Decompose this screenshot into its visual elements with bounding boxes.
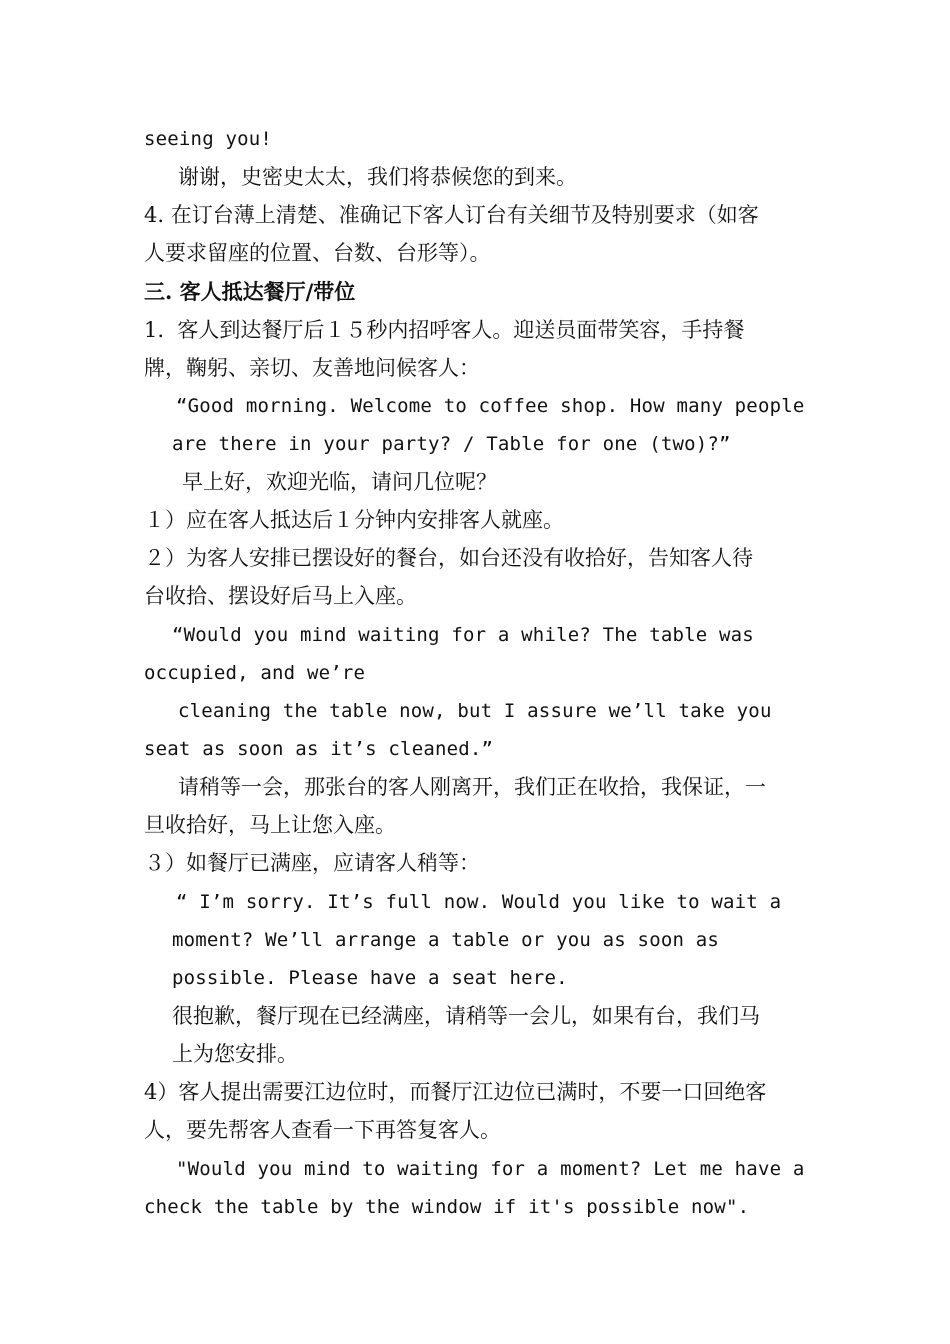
text-line: “Good morning. Welcome to coffee shop. How many people — [176, 395, 805, 417]
text-line: １）应在客人抵达后１分钟内安排客人就座。 — [144, 508, 564, 532]
section-heading: 三. 客人抵达餐厅/带位 — [144, 279, 356, 304]
text-line: ３）如餐厅已满座，应请客人稍等： — [144, 851, 480, 875]
text-line: moment? We’ll arrange a table or you as soon as — [172, 929, 720, 951]
text-line: 人要求留座的位置、台数、台形等）。 — [144, 241, 491, 265]
text-line: 4. 在订台薄上清楚、准确记下客人订台有关细节及特别要求（如客 — [144, 203, 759, 227]
text-line: “Would you mind waiting for a while? The table was — [172, 624, 754, 646]
text-line: 旦收拾好，马上让您入座。 — [144, 813, 396, 837]
text-line: cleaning the table now, but I assure we’ll take you — [178, 700, 772, 722]
text-line: seeing you! — [144, 128, 273, 150]
text-line: 谢谢，史密史太太，我们将恭候您的到来。 — [178, 165, 577, 189]
text-line: 请稍等一会，那张台的客人刚离开，我们正在收拾，我保证，一 — [178, 775, 766, 799]
text-line: occupied, and we’re — [144, 662, 366, 684]
text-line: 早上好，欢迎光临，请问几位呢？ — [182, 470, 497, 494]
text-line: ２）为客人安排已摆设好的餐台，如台还没有收拾好，告知客人待 — [144, 546, 753, 570]
text-line: 很抱歉，餐厅现在已经满座，请稍等一会儿，如果有台，我们马 — [172, 1004, 760, 1028]
text-line: seat as soon as it’s cleaned.” — [144, 738, 494, 760]
text-line: “ I’m sorry. It’s full now. Would you like to wait a — [176, 891, 782, 913]
text-line: 牌，鞠躬、亲切、友善地问候客人： — [144, 356, 480, 380]
text-line: check the table by the window if it's possible now". — [144, 1196, 750, 1218]
text-line: 4）客人提出需要江边位时，而餐厅江边位已满时，不要一口回绝客 — [144, 1080, 767, 1104]
text-line: 人，要先帮客人查看一下再答复客人。 — [144, 1118, 501, 1142]
text-line: are there in your party? / Table for one (two)?” — [172, 433, 731, 455]
text-line: 1. 客人到达餐厅后１５秒内招呼客人。迎送员面带笑容，手持餐 — [144, 318, 745, 342]
text-line: 台收拾、摆设好后马上入座。 — [144, 584, 417, 608]
text-line: 上为您安排。 — [172, 1042, 298, 1066]
text-line: possible. Please have a seat here. — [172, 967, 568, 989]
text-line: "Would you mind to waiting for a moment? Let me have a — [176, 1158, 805, 1180]
